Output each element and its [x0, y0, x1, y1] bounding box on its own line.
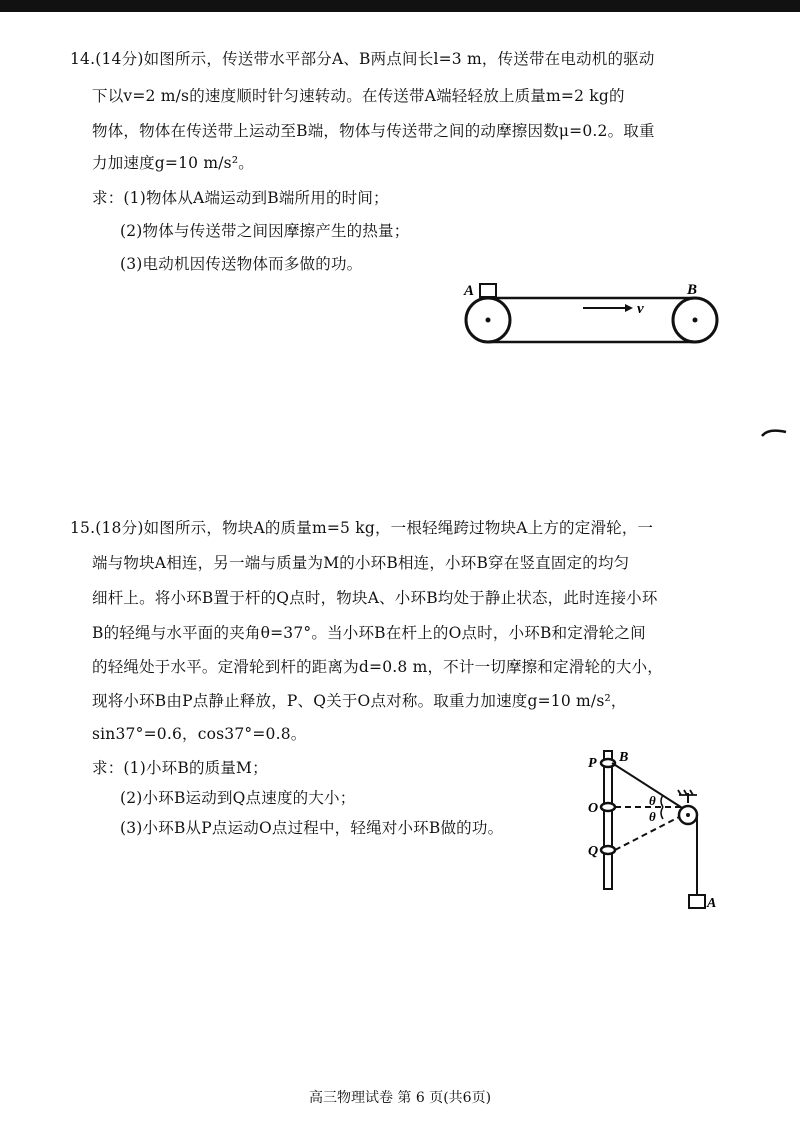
block-on-belt — [480, 284, 496, 297]
ring-pulley-figure — [585, 745, 735, 917]
q15-line-4: B的轻绳与水平面的夹角θ=37°。当小环B在杆上的O点时，小环B和定滑轮之间 — [92, 624, 646, 642]
q15-line-2: 端与物块A相连，另一端与质量为M的小环B相连，小环B穿在竖直固定的均匀 — [92, 554, 630, 572]
q15-line-8: 求：(1)小环B的质量M； — [92, 759, 268, 777]
q15-line-10: (3)小环B从P点运动O点过程中，轻绳对小环B做的功。 — [120, 819, 504, 837]
label-a: A — [707, 896, 717, 911]
right-pulley-axle — [693, 318, 698, 323]
q15-line-3: 细杆上。将小环B置于杆的Q点时，物块A、小环B均处于静止状态，此时连接小环 — [92, 589, 658, 607]
top-border — [0, 0, 800, 12]
pulley-axle — [686, 813, 690, 817]
label-b: B — [687, 282, 698, 298]
ring-o — [601, 803, 615, 811]
q14-line-2: 下以v=2 m/s的速度顺时针匀速转动。在传送带A端轻轻放上质量m=2 kg的 — [92, 87, 625, 105]
q14-line-5: 求：(1)物体从A端运动到B端所用的时间； — [92, 189, 389, 207]
angle-arc-upper — [661, 795, 663, 807]
q14-line-7: (3)电动机因传送物体而多做的功。 — [120, 255, 363, 273]
angle-arc-lower — [661, 807, 663, 819]
ceiling-hatch — [678, 790, 697, 795]
label-o: O — [588, 801, 599, 816]
q15-line-9: (2)小环B运动到Q点速度的大小； — [120, 789, 356, 807]
q15-line-6: 现将小环B由P点静止释放，P、Q关于O点对称。取重力加速度g=10 m/s²， — [92, 692, 627, 710]
q15-line-1: 15.(18分)如图所示，物块A的质量m=5 kg，一根轻绳跨过物块A上方的定滑轮，一 — [70, 519, 654, 537]
conveyor-belt-figure — [455, 278, 730, 350]
margin-mark — [760, 425, 788, 439]
q15-line-5: 的轻绳处于水平。定滑轮到杆的距离为d=0.8 m，不计一切摩擦和定滑轮的大小， — [92, 658, 663, 676]
label-a: A — [464, 283, 475, 299]
label-v: v — [637, 301, 644, 317]
label-theta-lower: θ — [649, 809, 656, 824]
ring-q — [601, 846, 615, 854]
page-footer: 高三物理试卷 第 6 页(共6页) — [308, 1090, 492, 1106]
left-pulley-axle — [486, 318, 491, 323]
q14-line-6: (2)物体与传送带之间因摩擦产生的热量； — [120, 222, 410, 240]
label-q: Q — [588, 844, 599, 859]
q14-line-3: 物体，物体在传送带上运动至B端，物体与传送带之间的动摩擦因数μ=0.2。取重 — [92, 122, 655, 140]
vertical-rod — [604, 751, 612, 889]
velocity-arrowhead — [625, 304, 633, 312]
q15-line-7: sin37°=0.6，cos37°=0.8。 — [92, 725, 307, 743]
q14-line-1: 14.(14分)如图所示，传送带水平部分A、B两点间长l=3 m，传送带在电动机的驱动 — [70, 50, 655, 68]
block-a — [689, 895, 705, 908]
label-b: B — [619, 750, 629, 765]
label-theta-upper: θ — [649, 793, 656, 808]
label-p: P — [588, 756, 597, 771]
q14-line-4: 力加速度g=10 m/s²。 — [92, 154, 254, 172]
